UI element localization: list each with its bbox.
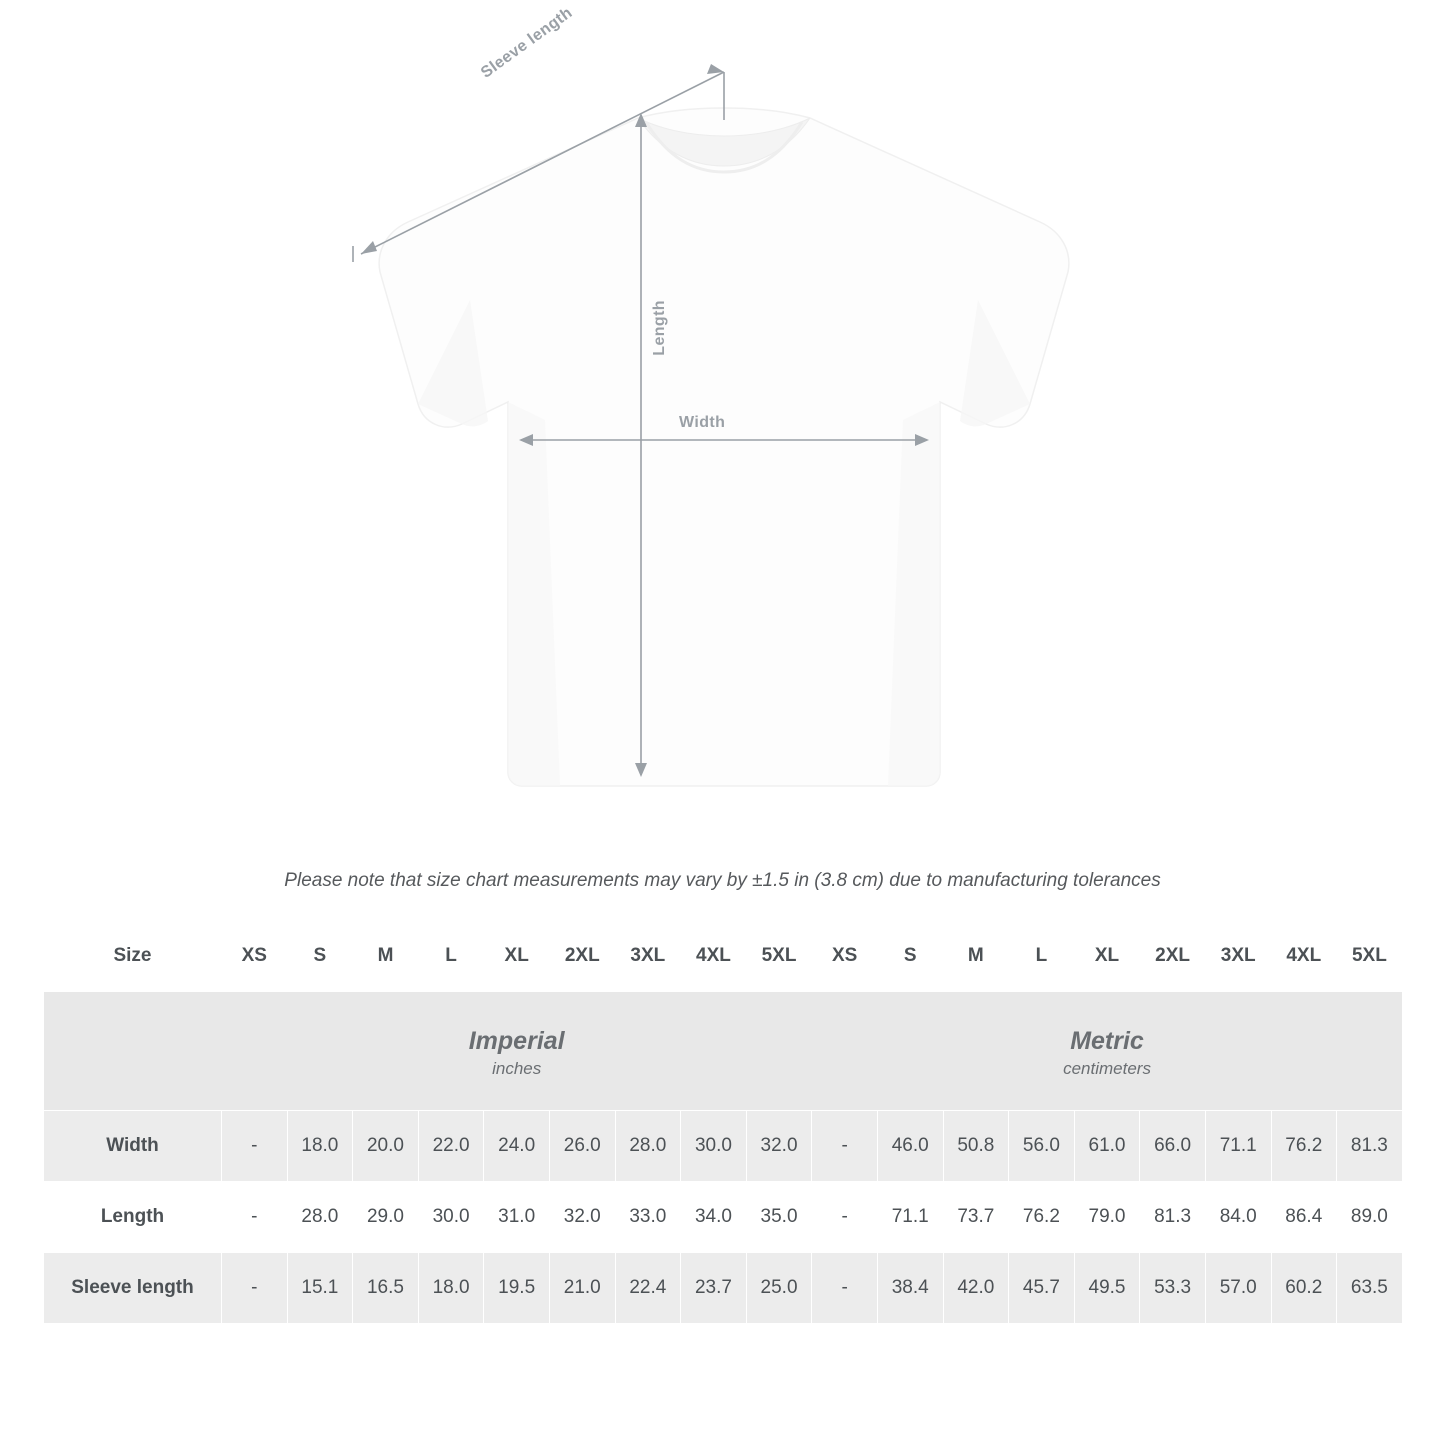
- cell-length-imp-l: 30.0: [418, 1182, 484, 1253]
- cell-width-met-xl: 61.0: [1074, 1111, 1140, 1182]
- cell-sleeve-met-5xl: 63.5: [1337, 1253, 1403, 1324]
- sleeve-length-label: Sleeve length: [478, 4, 576, 82]
- cell-sleeve-imp-2xl: 21.0: [549, 1253, 615, 1324]
- unit-name-imperial: Imperial: [468, 1026, 565, 1055]
- table-row: [44, 1182, 1403, 1253]
- cell-sleeve-imp-5xl: 25.0: [746, 1253, 812, 1324]
- size-header-imp-5xl: 5XL: [746, 921, 812, 992]
- cell-width-imp-4xl: 30.0: [681, 1111, 747, 1182]
- cell-width-imp-xl: 24.0: [484, 1111, 550, 1182]
- size-header-imp-4xl: 4XL: [681, 921, 747, 992]
- unit-corner-cell: [44, 992, 222, 1111]
- row-label-length: Length: [44, 1182, 222, 1253]
- cell-length-met-4xl: 86.4: [1271, 1182, 1337, 1253]
- cell-width-met-l: 56.0: [1009, 1111, 1075, 1182]
- unit-header-row: [44, 992, 1403, 1111]
- cell-width-met-5xl: 81.3: [1337, 1111, 1403, 1182]
- cell-sleeve-imp-3xl: 22.4: [615, 1253, 681, 1324]
- size-header-imp-2xl: 2XL: [549, 921, 615, 992]
- cell-width-met-s: 46.0: [877, 1111, 943, 1182]
- cell-length-met-xl: 79.0: [1074, 1182, 1140, 1253]
- cell-sleeve-imp-xl: 19.5: [484, 1253, 550, 1324]
- size-header-row: [44, 921, 1403, 992]
- cell-sleeve-met-3xl: 57.0: [1205, 1253, 1271, 1324]
- row-label-width: Width: [44, 1111, 222, 1182]
- cell-sleeve-imp-4xl: 23.7: [681, 1253, 747, 1324]
- cell-length-imp-2xl: 32.0: [549, 1182, 615, 1253]
- size-header-met-s: S: [877, 921, 943, 992]
- size-header-met-4xl: 4XL: [1271, 921, 1337, 992]
- size-header-met-xl: XL: [1074, 921, 1140, 992]
- size-header-met-3xl: 3XL: [1205, 921, 1271, 992]
- size-header-imp-xs: XS: [222, 921, 288, 992]
- table-row: [44, 1253, 1403, 1324]
- size-header-met-l: L: [1009, 921, 1075, 992]
- size-chart-table: [43, 920, 1403, 1324]
- cell-width-met-2xl: 66.0: [1140, 1111, 1206, 1182]
- size-chart-wrapper: [0, 920, 1445, 1324]
- size-header-met-2xl: 2XL: [1140, 921, 1206, 992]
- cell-sleeve-met-s: 38.4: [877, 1253, 943, 1324]
- cell-sleeve-imp-s: 15.1: [287, 1253, 353, 1324]
- cell-length-imp-xl: 31.0: [484, 1182, 550, 1253]
- size-header-imp-m: M: [353, 921, 419, 992]
- tolerance-note: Please note that size chart measurements may vary by ±1.5 in (3.8 cm) due to manufacturing tolerances: [284, 870, 1161, 891]
- size-header-met-m: M: [943, 921, 1009, 992]
- cell-length-met-m: 73.7: [943, 1182, 1009, 1253]
- unit-sub-imperial: inches: [492, 1059, 542, 1079]
- cell-sleeve-met-l: 45.7: [1009, 1253, 1075, 1324]
- size-header-met-5xl: 5XL: [1337, 921, 1403, 992]
- width-label: Width: [679, 414, 726, 431]
- cell-length-imp-5xl: 35.0: [746, 1182, 812, 1253]
- cell-length-met-s: 71.1: [877, 1182, 943, 1253]
- length-label: Length: [651, 300, 668, 356]
- size-header-met-xs: XS: [812, 921, 878, 992]
- size-row-header: Size: [44, 921, 222, 992]
- unit-group-imperial: [222, 992, 812, 1111]
- unit-name-metric: Metric: [1070, 1026, 1144, 1055]
- cell-width-imp-l: 22.0: [418, 1111, 484, 1182]
- cell-length-met-5xl: 89.0: [1337, 1182, 1403, 1253]
- size-header-imp-3xl: 3XL: [615, 921, 681, 992]
- cell-length-met-2xl: 81.3: [1140, 1182, 1206, 1253]
- cell-length-imp-xs: -: [222, 1182, 288, 1253]
- table-row: [44, 1111, 1403, 1182]
- cell-width-met-3xl: 71.1: [1205, 1111, 1271, 1182]
- cell-length-met-3xl: 84.0: [1205, 1182, 1271, 1253]
- cell-width-imp-5xl: 32.0: [746, 1111, 812, 1182]
- cell-width-imp-s: 18.0: [287, 1111, 353, 1182]
- cell-width-imp-3xl: 28.0: [615, 1111, 681, 1182]
- size-header-imp-s: S: [287, 921, 353, 992]
- cell-width-met-4xl: 76.2: [1271, 1111, 1337, 1182]
- cell-sleeve-imp-l: 18.0: [418, 1253, 484, 1324]
- size-header-imp-l: L: [418, 921, 484, 992]
- unit-sub-metric: centimeters: [1063, 1059, 1151, 1079]
- cell-sleeve-met-xl: 49.5: [1074, 1253, 1140, 1324]
- cell-length-imp-m: 29.0: [353, 1182, 419, 1253]
- cell-width-met-xs: -: [812, 1111, 878, 1182]
- cell-sleeve-met-m: 42.0: [943, 1253, 1009, 1324]
- row-label-sleeve-length: Sleeve length: [44, 1253, 222, 1324]
- cell-length-met-xs: -: [812, 1182, 878, 1253]
- cell-sleeve-imp-xs: -: [222, 1253, 288, 1324]
- cell-width-imp-2xl: 26.0: [549, 1111, 615, 1182]
- cell-length-met-l: 76.2: [1009, 1182, 1075, 1253]
- cell-sleeve-imp-m: 16.5: [353, 1253, 419, 1324]
- unit-group-metric: [812, 992, 1402, 1111]
- cell-length-imp-3xl: 33.0: [615, 1182, 681, 1253]
- cell-length-imp-s: 28.0: [287, 1182, 353, 1253]
- tshirt-shape: [379, 108, 1069, 786]
- cell-sleeve-met-xs: -: [812, 1253, 878, 1324]
- cell-width-imp-xs: -: [222, 1111, 288, 1182]
- cell-sleeve-met-4xl: 60.2: [1271, 1253, 1337, 1324]
- cell-length-imp-4xl: 34.0: [681, 1182, 747, 1253]
- cell-width-imp-m: 20.0: [353, 1111, 419, 1182]
- cell-sleeve-met-2xl: 53.3: [1140, 1253, 1206, 1324]
- size-header-imp-xl: XL: [484, 921, 550, 992]
- cell-width-met-m: 50.8: [943, 1111, 1009, 1182]
